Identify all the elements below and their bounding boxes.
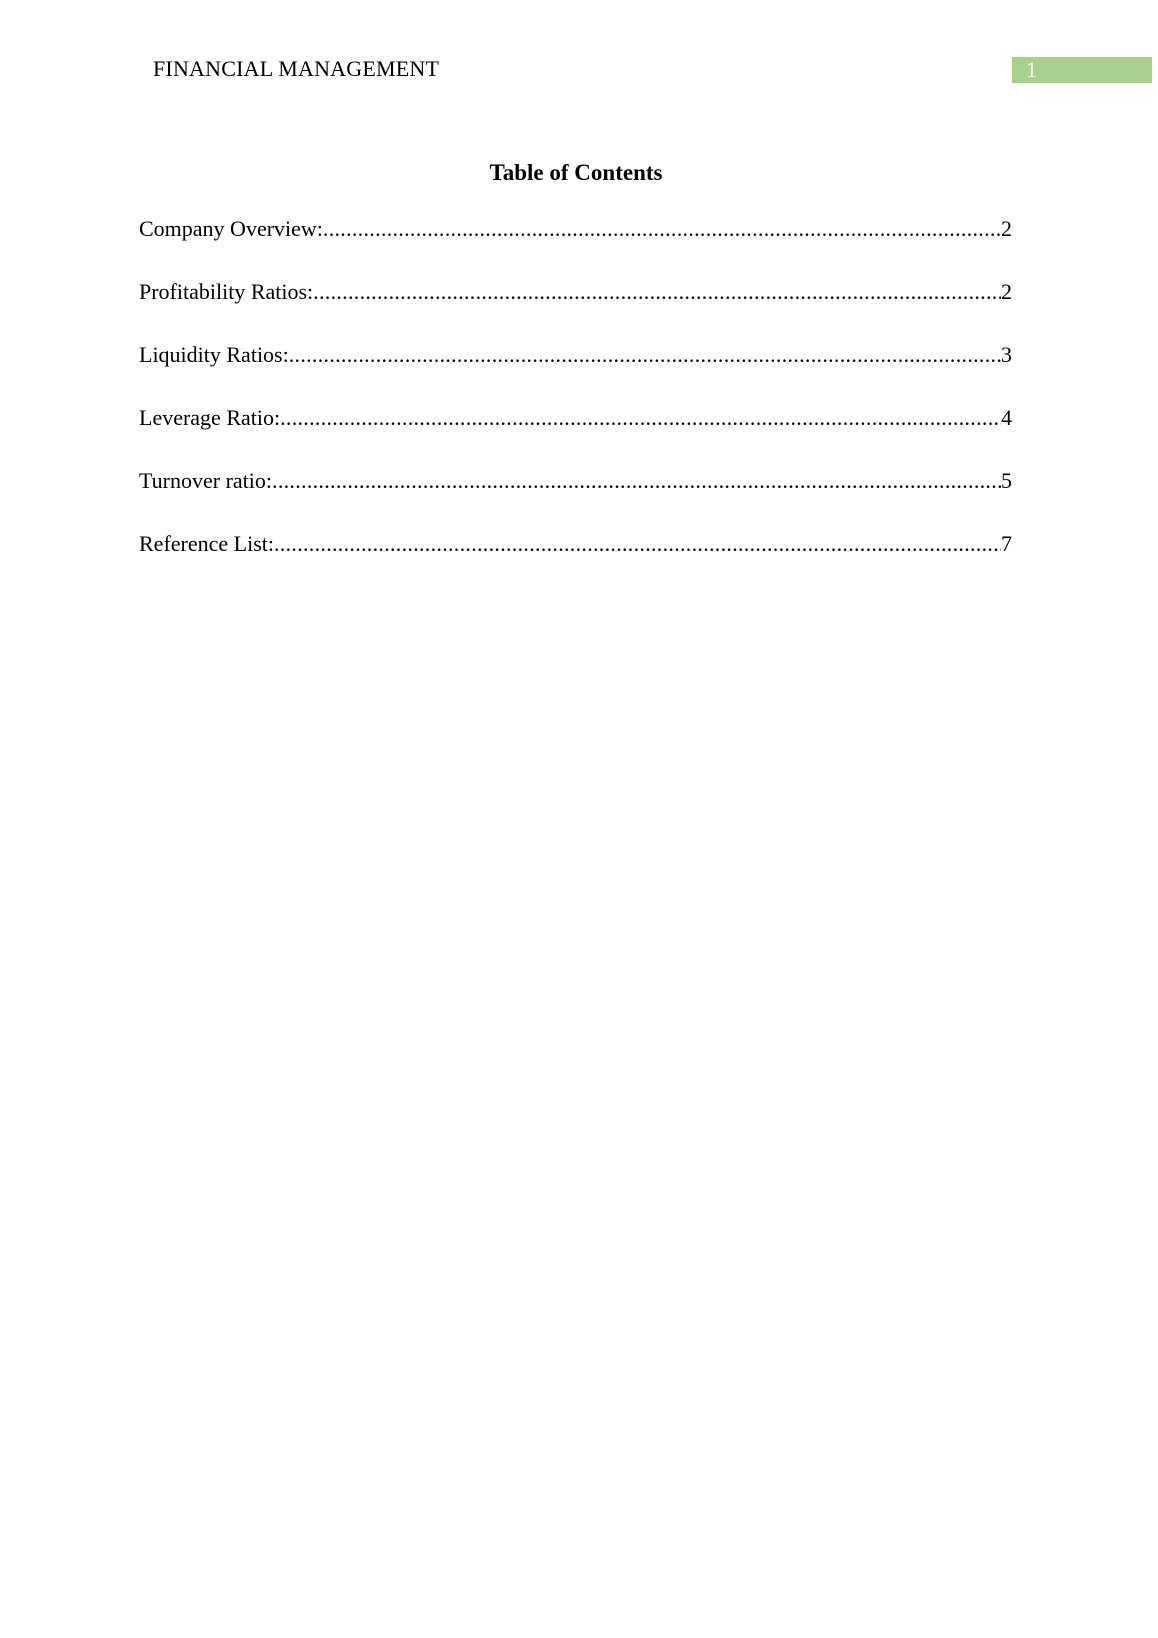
- running-header-title: FINANCIAL MANAGEMENT: [153, 56, 440, 81]
- toc-entry-turnover-ratio[interactable]: [139, 466, 1012, 529]
- toc-entry-reference-list[interactable]: [139, 529, 1012, 592]
- toc-entry-label: Turnover ratio:: [139, 468, 273, 493]
- toc-entry-page: 7: [1001, 531, 1012, 556]
- toc-entry-label: Reference List:: [139, 531, 274, 556]
- toc-entry-page: 5: [1001, 468, 1012, 493]
- toc-entry-company-overview[interactable]: [139, 214, 1012, 277]
- toc-entry-profitability-ratios[interactable]: [139, 277, 1012, 340]
- page-number: 1: [1026, 57, 1037, 82]
- toc-entry-page: 4: [1001, 405, 1012, 430]
- toc-entry-label: Company Overview:: [139, 216, 323, 241]
- toc-entry-liquidity-ratios[interactable]: [139, 340, 1012, 403]
- toc-dot-leader: [274, 529, 1001, 559]
- toc-heading: Table of Contents: [489, 160, 663, 185]
- toc-list: [139, 214, 1012, 592]
- toc-entry-leverage-ratio[interactable]: [139, 403, 1012, 466]
- toc-dot-leader: [272, 466, 1001, 496]
- toc-dot-leader: [289, 340, 1001, 370]
- toc-entry-label: Leverage Ratio:: [139, 405, 281, 430]
- toc-entry-page: 2: [1001, 279, 1012, 304]
- toc-entry-page: 2: [1001, 216, 1012, 241]
- toc-dot-leader: [323, 214, 1001, 244]
- page-number-badge: [1012, 57, 1152, 83]
- toc-dot-leader: [313, 277, 1001, 307]
- toc-entry-page: 3: [1001, 342, 1012, 367]
- toc-dot-leader: [280, 403, 1001, 433]
- toc-entry-label: Liquidity Ratios:: [139, 342, 289, 367]
- toc-entry-label: Profitability Ratios:: [139, 279, 314, 304]
